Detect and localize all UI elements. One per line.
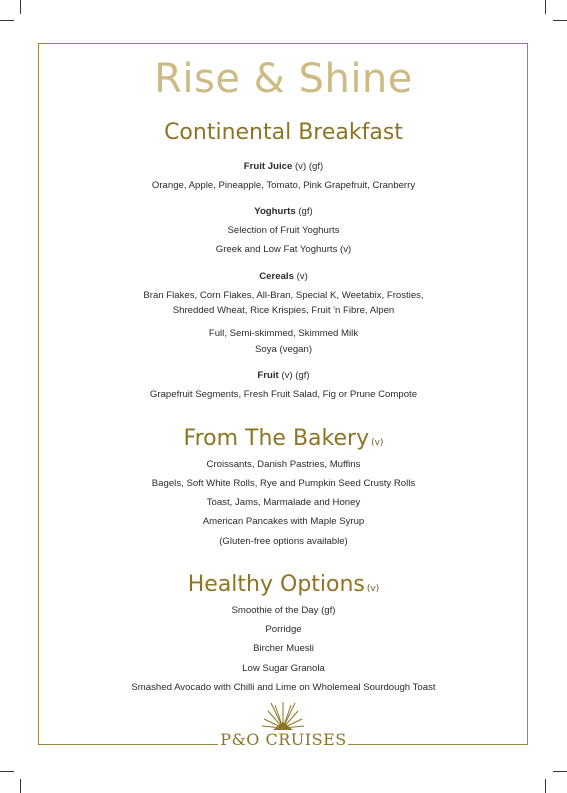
crop-mark-top-left-v [20,0,21,14]
menu-heading-fruit [0,370,567,381]
heading-suffix: (gf) [298,206,313,217]
brand-logo-text: P&O CRUISES [220,730,347,749]
section-title-text: Continental Breakfast [164,120,403,145]
heading-name: Fruit [257,370,279,381]
crop-mark-top-right-h [553,20,567,21]
crop-mark-top-left-h [0,20,14,21]
section-title-continental [0,120,567,145]
menu-line: Bircher Muesli [253,643,314,654]
menu-line: Croissants, Danish Pastries, Muffins [206,459,361,470]
menu-line: Porridge [265,624,302,635]
section-tag: (v) [366,584,380,594]
menu-line: Grapefruit Segments, Fresh Fruit Salad, Fig or Prune Compote [149,389,418,400]
menu-line: Greek and Low Fat Yoghurts (v) [215,244,352,255]
menu-line: Shredded Wheat, Rice Krispies, Fruit 'n Fibre, Alpen [172,305,395,316]
heading-name: Cereals [259,271,294,282]
menu-line: Selection of Fruit Yoghurts [227,225,340,236]
menu-heading-cereals [0,271,567,282]
heading-suffix: (v) (gf) [294,161,324,172]
menu-line: Bran Flakes, Corn Flakes, All-Bran, Special K, Weetabix, Frosties, [143,290,424,301]
menu-line: Low Sugar Granola [242,663,325,674]
page-title: Rise & Shine [154,56,413,102]
menu-heading-yoghurts [0,206,567,217]
menu-line: Bagels, Soft White Rolls, Rye and Pumpkin Seed Crusty Rolls [151,478,416,489]
menu-line: Full, Semi-skimmed, Skimmed Milk [208,328,359,339]
crop-mark-bottom-left-v [20,779,21,793]
menu-line: (Gluten-free options available) [219,536,348,547]
section-tag: (v) [371,438,384,448]
heading-suffix: (v) (gf) [281,370,310,381]
menu-line: Orange, Apple, Pineapple, Tomato, Pink Grapefruit, Cranberry [151,180,416,191]
crop-mark-bottom-left-h [0,771,14,772]
brand-logo [0,700,567,752]
section-title-text: Healthy Options [187,572,365,597]
menu-line: Smashed Avocado with Chilli and Lime on Wholemeal Sourdough Toast [131,682,436,693]
menu-line: Smoothie of the Day (gf) [231,605,336,616]
section-title-healthy [0,572,567,597]
heading-name: Yoghurts [254,206,296,217]
crop-mark-bottom-right-h [553,771,567,772]
menu-line: American Pancakes with Maple Syrup [202,516,365,527]
menu-heading-fruit-juice [0,161,567,172]
crop-mark-bottom-right-v [545,779,546,793]
menu-line: Soya (vegan) [254,344,313,355]
menu-line: Toast, Jams, Marmalade and Honey [206,497,361,508]
heading-suffix: (v) [296,271,308,282]
heading-name: Fruit Juice [243,161,293,172]
section-title-bakery [0,426,567,451]
sunburst-icon [261,700,305,734]
crop-mark-top-right-v [545,0,546,14]
section-title-text: From The Bakery [183,426,370,451]
